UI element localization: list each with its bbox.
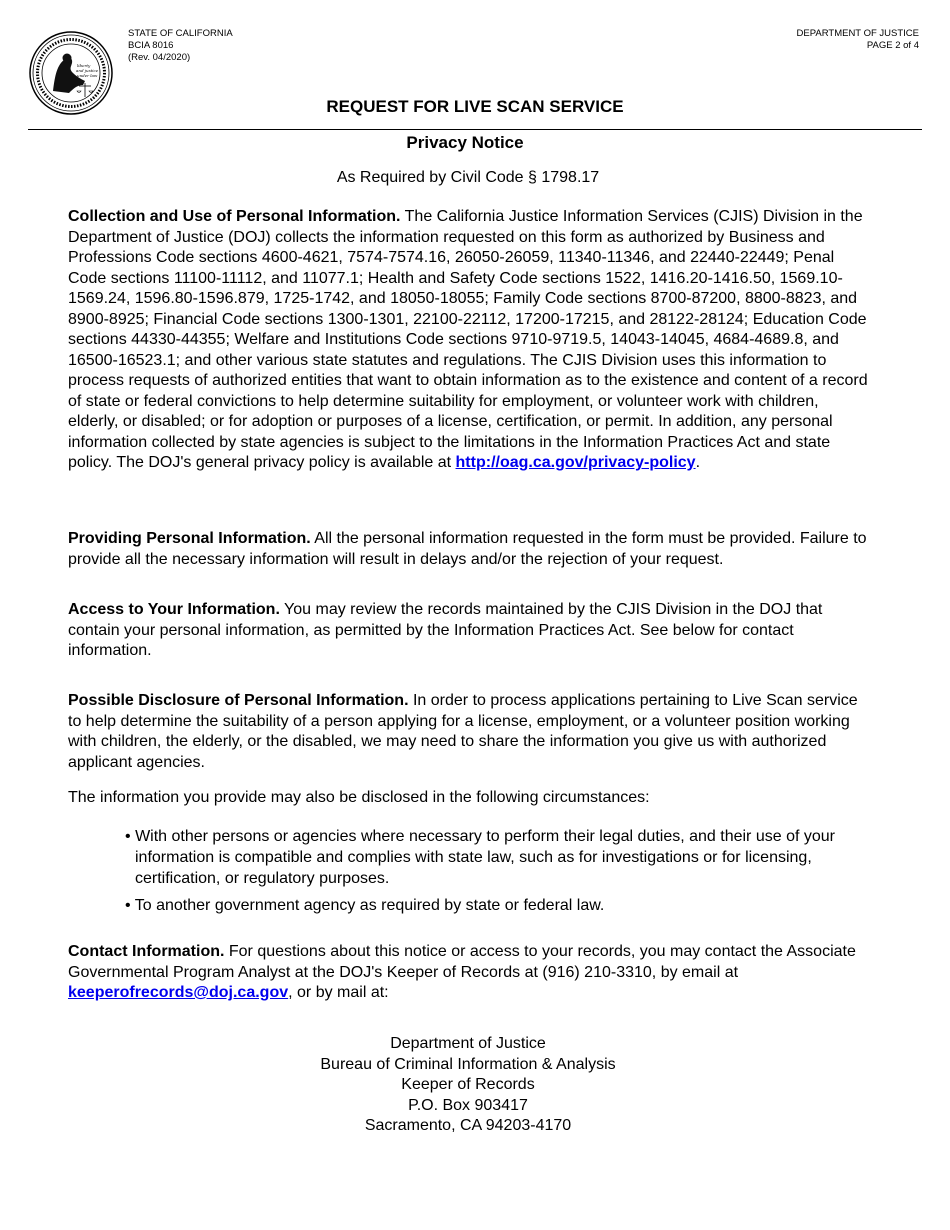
- notice-title: Privacy Notice: [406, 133, 524, 152]
- providing-heading: Providing Personal Information.: [68, 530, 311, 547]
- disclosure-body: In order to process applications pertaining to Live Scan service to help determine the suitability of a person applying for a license, employment, or a volunteer position working with children, the elderly, or the disabled, we may need to share the information you give us with authorized applicant agencies.: [68, 692, 858, 771]
- contact-paragraph: [68, 942, 868, 1004]
- form-title: REQUEST FOR LIVE SCAN SERVICE: [326, 97, 624, 116]
- mailing-address: [0, 1034, 936, 1137]
- contact-body: For questions about this notice or access to your records, you may contact the Associate Governmental Program Analyst at the DOJ's Keeper of Records at (916) 210-3310, by email at: [68, 943, 856, 981]
- collection-heading: Collection and Use of Personal Information.: [68, 208, 401, 225]
- bullet-icon: •: [125, 897, 131, 914]
- address-line: Sacramento, CA 94203-4170: [364, 1117, 572, 1134]
- svg-text:under law: under law: [77, 73, 98, 78]
- bullet-text: To another government agency as required by state or federal law.: [134, 897, 605, 914]
- svg-text:liberty: liberty: [77, 63, 91, 68]
- page-number: PAGE 2 of 4: [866, 40, 919, 51]
- collection-paragraph: [68, 207, 868, 474]
- address-line: P.O. Box 903417: [408, 1096, 528, 1114]
- form-identifier: [128, 28, 233, 64]
- state-label: STATE OF CALIFORNIA: [128, 28, 233, 39]
- address-line: Bureau of Criminal Information & Analysis: [320, 1055, 616, 1073]
- providing-body: All the personal information requested in the form must be provided. Failure to provide all the necessary information will result in delays and/or the rejection of your request.: [68, 530, 867, 568]
- address-line: Department of Justice: [390, 1035, 546, 1052]
- access-paragraph: [68, 600, 868, 662]
- privacy-policy-link[interactable]: http://oag.ca.gov/privacy-policy: [455, 454, 696, 471]
- svg-text:and justice: and justice: [76, 68, 99, 73]
- department-header: [797, 28, 919, 52]
- address-line: Keeper of Records: [401, 1076, 535, 1093]
- contact-heading: Contact Information.: [68, 943, 225, 960]
- disclosure-heading: Possible Disclosure of Personal Information.: [68, 692, 409, 709]
- bullet-text: With other persons or agencies where necessary to perform their legal duties, and their use of your information is compatible and complies with state law, such as for investigations or for licensing, certification, or regulatory purposes.: [135, 828, 835, 887]
- list-item: [125, 826, 875, 889]
- disclosure-paragraph: [68, 691, 868, 773]
- form-number: BCIA 8016: [128, 40, 174, 51]
- bullet-icon: •: [125, 828, 131, 845]
- notice-subtitle: As Required by Civil Code § 1798.17: [336, 169, 600, 186]
- form-revision: (Rev. 04/2020): [128, 52, 191, 63]
- list-item: [125, 895, 875, 916]
- access-body: You may review the records maintained by the CJIS Division in the DOJ that contain your personal information, as permitted by the Information Practices Act. See below for contact information.: [68, 601, 823, 659]
- department-label: DEPARTMENT OF JUSTICE: [796, 28, 919, 39]
- email-link[interactable]: keeperofrecords@doj.ca.gov: [68, 984, 289, 1001]
- collection-body: The California Justice Information Services (CJIS) Division in the Department of Justice (DOJ) collects the information requested on this form as authorized by Business and Professions Code sections 4600-4621, 7574-7574.16, 26050-26059, 11340-11346, and 22440-22449; Penal Code sections 11100-11112, and 11077.1; Health and Safety Code sections 1522, 1416.20-1416.50, 1569.10-1569.24, 1596.80-1596.879, 1725-1742, and 18050-18055; Family Code sections 8700-87200, 8800-8823, and 8900-8925; Financial Code sections 1300-1301, 22100-22112, 17200-17215, and 28122-28124; Education Code sections 44330-44355; Welfare and Institutions Code sections 9710-9719.5, 14043-14045, 4684-4689.8, and 16500-16523.1; and other various state statutes and regulations. The CJIS Division uses this information to process requests of authorized entities that want to obtain information as to the existence and content of a record of state or federal convictions to help determine suitability for employment, or volunteer work with children, elderly, or disabled; or for adoption or purposes of a license, certification, or permit. In addition, any personal information collected by state agencies is subject to the limitations in the Information Practices Act and state policy. The DOJ's general privacy policy is available at: [68, 208, 868, 471]
- providing-paragraph: [68, 529, 868, 570]
- disclosure-intro: The information you provide may also be disclosed in the following circumstances:: [68, 789, 650, 806]
- access-heading: Access to Your Information.: [68, 601, 280, 618]
- collection-tail: .: [695, 454, 701, 471]
- header-divider: [28, 129, 922, 130]
- contact-tail: , or by mail at:: [288, 984, 389, 1001]
